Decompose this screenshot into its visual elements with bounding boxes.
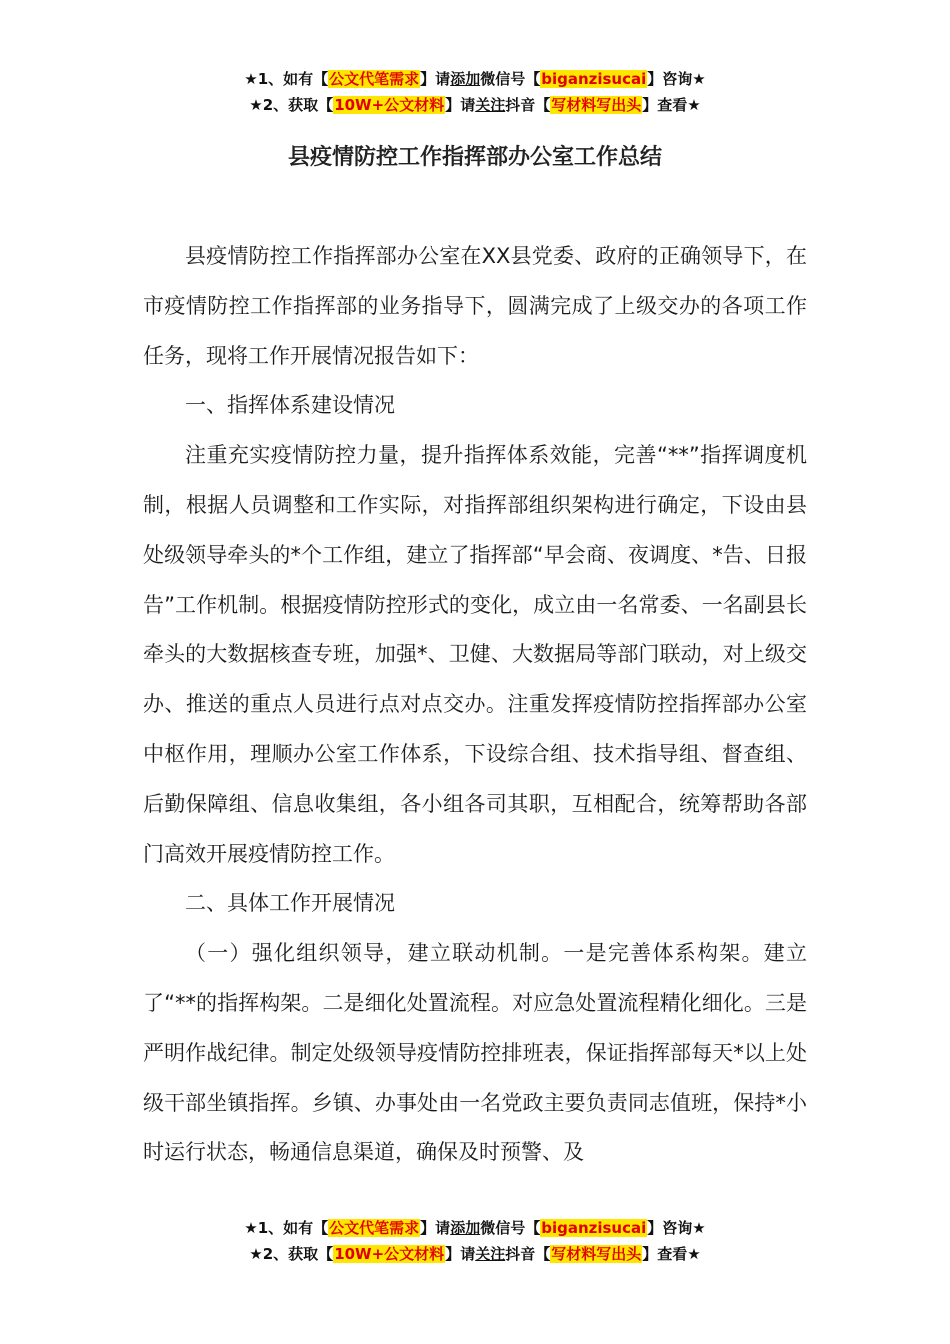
promo-line-1: ★1、如有【公文代笔需求】请添加微信号【biganzisucai】咨询★ [244,70,706,88]
promo-line-2: ★2、获取【10W+公文材料】请关注抖音【写材料写出头】查看★ [249,96,701,114]
promo-highlight: 公文代笔需求 [329,1219,420,1237]
paragraph-intro: 县疫情防控工作指挥部办公室在XX县党委、政府的正确领导下，在市疫情防控工作指挥部的业务指导下，圆满完成了上级交办的各项工作任务，现将工作开展情况报告如下： [143,244,807,368]
document-body [143,232,807,1178]
douyin-id-highlight: 写材料写出头 [551,1245,642,1263]
section-heading-2: 二、具体工作开展情况 [185,891,395,916]
footer-promo-banner [0,1215,950,1267]
douyin-id-highlight: 写材料写出头 [551,96,642,114]
promo-line-2: ★2、获取【10W+公文材料】请关注抖音【写材料写出头】查看★ [249,1245,701,1263]
header-promo-banner [0,66,950,118]
wechat-id-highlight: biganzisucai [541,1219,647,1237]
section-heading-1: 一、指挥体系建设情况 [185,393,395,418]
paragraph-command-system: 注重充实疫情防控力量，提升指挥体系效能，完善“**”指挥调度机制，根据人员调整和工作实际，对指挥部组织架构进行确定，下设由县处级领导牵头的*个工作组，建立了指挥部“早会商、夜调度、*告、日报告”工作机制。根据疫情防控形式的变化，成立由一名常委、一名副县长牵头的大数据核查专班，加强*、卫健、大数据局等部门联动，对上级交办、推送的重点人员进行点对点交办。注重发挥疫情防控指挥部办公室中枢作用，理顺办公室工作体系，下设综合组、技术指导组、督查组、后勤保障组、信息收集组，各小组各司其职，互相配合，统筹帮助各部门高效开展疫情防控工作。 [143,443,807,866]
document-title: 县疫情防控工作指挥部办公室工作总结 [287,145,662,170]
promo-highlight: 公文代笔需求 [329,70,420,88]
promo-line-1: ★1、如有【公文代笔需求】请添加微信号【biganzisucai】咨询★ [244,1219,706,1237]
wechat-id-highlight: biganzisucai [541,70,647,88]
promo-highlight: 10W+公文材料 [334,96,445,114]
paragraph-organization: （一）强化组织领导，建立联动机制。一是完善体系构架。建立了“**的指挥构架。二是细化处置流程。对应急处置流程精化细化。三是严明作战纪律。制定处级领导疫情防控排班表，保证指挥部每天*以上处级干部坐镇指挥。乡镇、办事处由一名党政主要负责同志值班，保持*小时运行状态，畅通信息渠道，确保及时预警、及 [143,941,807,1165]
promo-highlight: 10W+公文材料 [334,1245,445,1263]
